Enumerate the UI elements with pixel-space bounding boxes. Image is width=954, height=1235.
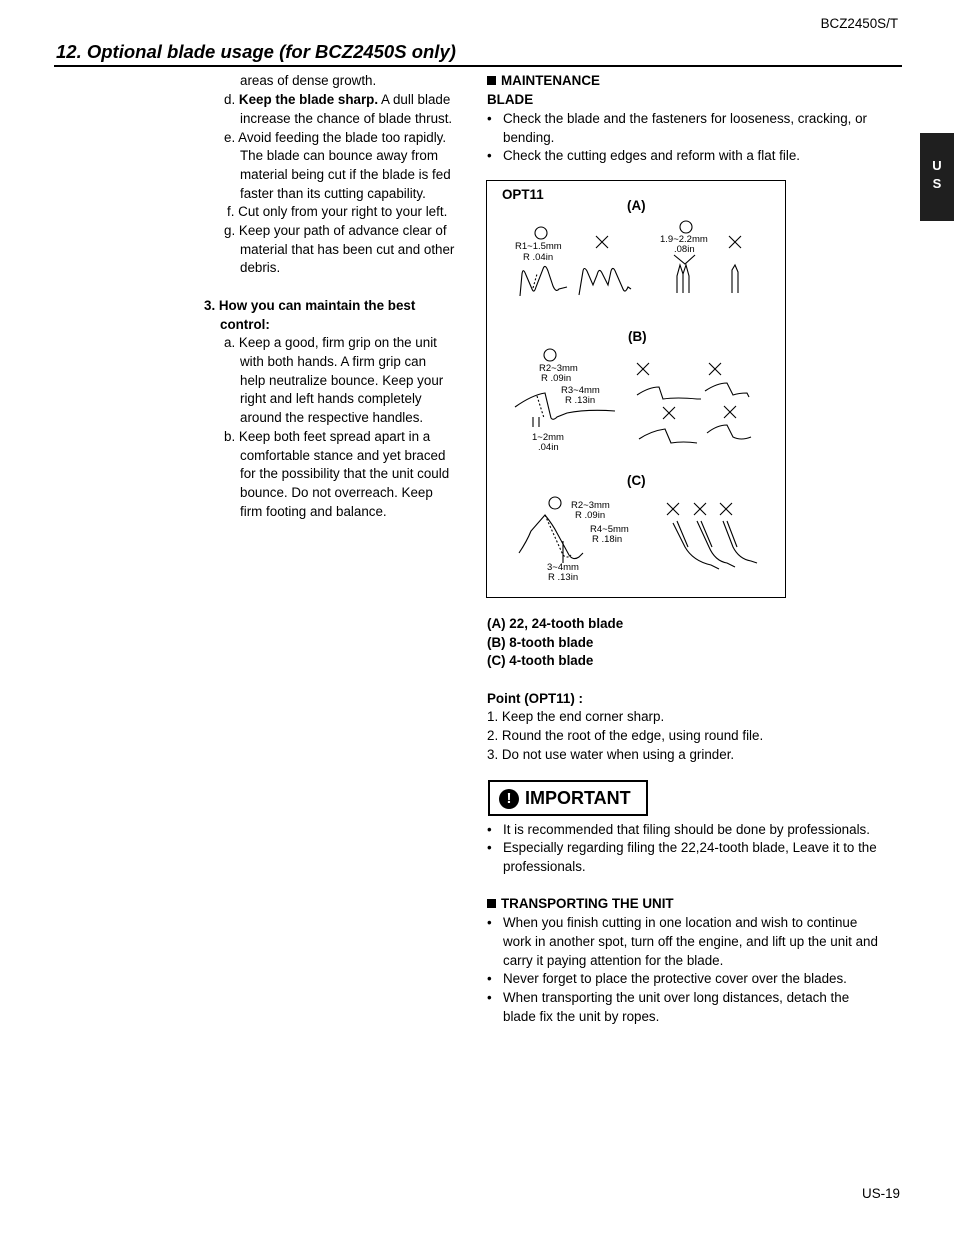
ok-circle-icon	[680, 221, 692, 233]
exclamation-icon: !	[499, 789, 519, 809]
caption-b: (B) 8-tooth blade	[487, 635, 594, 650]
bullet-text: bending.	[503, 130, 555, 145]
text-line: bounce. Do not overreach. Keep	[240, 485, 433, 500]
dim-label: R4~5mm	[590, 524, 629, 535]
dim-label: .04in	[538, 442, 559, 453]
item-marker: d.	[224, 92, 236, 107]
caption-a: (A) 22, 24-tooth blade	[487, 616, 624, 631]
dim-label: R2~3mm	[539, 363, 578, 374]
dim-label: R .18in	[592, 534, 623, 545]
ok-circle-icon	[544, 349, 556, 361]
language-tab-line1: U	[932, 158, 942, 173]
ng-cross-icon	[709, 363, 721, 375]
language-tab	[920, 133, 954, 221]
caption-c: (C) 4-tooth blade	[487, 653, 594, 668]
tooth-tip-good	[677, 265, 683, 293]
bullet-icon: •	[487, 915, 492, 930]
tooth-8-bad	[637, 387, 701, 399]
important-label: IMPORTANT	[525, 788, 631, 808]
figure-code: OPT11	[502, 187, 544, 202]
ng-cross-icon	[637, 363, 649, 375]
page-number: US-19	[862, 1186, 900, 1201]
bullet-icon: •	[487, 148, 492, 163]
ng-cross-icon	[596, 236, 608, 248]
dim-label: R .09in	[575, 510, 606, 521]
bullet-text: Check the blade and the fasteners for looseness, cracking, or	[503, 111, 867, 126]
text-line: debris.	[240, 260, 281, 275]
dim-label: 3~4mm	[547, 562, 579, 573]
bullet-icon: •	[487, 971, 492, 986]
item-b: b. Keep both feet spread apart in a	[224, 429, 431, 444]
item-e: e. Avoid feeding the blade too rapidly.	[224, 130, 447, 145]
text-line: material that has been cut and other	[240, 242, 455, 257]
bullet-text: Especially regarding filing the 22,24-tooth blade, Leave it to the	[503, 840, 877, 855]
language-tab-line2: S	[932, 176, 942, 191]
blade-sharpening-figure	[486, 180, 786, 598]
dim-label: R1~1.5mm	[515, 241, 562, 252]
point-item: 3. Do not use water when using a grinder.	[487, 747, 735, 762]
transport-heading	[487, 895, 674, 914]
bullet-text: work in another spot, turn off the engine, and lift up the unit and	[503, 934, 878, 949]
ng-cross-icon	[729, 236, 741, 248]
maintenance-heading-text: MAINTENANCE	[501, 73, 600, 88]
section-title: 12. Optional blade usage (for BCZ2450S only)	[56, 41, 456, 62]
bullet-text: When transporting the unit over long distances, detach the	[503, 990, 850, 1005]
ng-cross-icon	[694, 503, 706, 515]
point-item: 2. Round the root of the edge, using round file.	[487, 728, 764, 743]
bullet-text: Check the cutting edges and reform with a flat file.	[503, 148, 800, 163]
transport-heading-text: TRANSPORTING THE UNIT	[501, 896, 674, 911]
ok-circle-icon	[535, 227, 547, 239]
dim-label: R .09in	[541, 373, 572, 384]
model-number: BCZ2450S/T	[820, 16, 898, 31]
item-d	[224, 91, 450, 110]
title-rule	[54, 65, 902, 67]
dim-label: R .13in	[565, 395, 596, 406]
bullet-text: blade fix the unit by ropes.	[503, 1009, 660, 1024]
ng-cross-icon	[667, 503, 679, 515]
bullet-text: professionals.	[503, 859, 586, 874]
figure-label-b: (B)	[628, 329, 647, 344]
bullet-text: carry it paying attention for the blade.	[503, 953, 724, 968]
figure-label-a: (A)	[627, 198, 646, 213]
bullet-icon: •	[487, 990, 492, 1005]
ng-cross-icon	[663, 407, 675, 419]
dim-label: .08in	[674, 244, 695, 255]
tooth-tip-bad	[732, 265, 738, 293]
bullet-icon: •	[487, 822, 492, 837]
tooth-profile-bad	[579, 268, 631, 295]
item-f: f. Cut only from your right to your left.	[227, 204, 448, 219]
bullet-text: Never forget to place the protective cover over the blades.	[503, 971, 847, 986]
ok-circle-icon	[549, 497, 561, 509]
item-d-bold: Keep the blade sharp.	[238, 92, 379, 107]
blade-heading: BLADE	[487, 92, 534, 107]
bullet-icon: •	[487, 111, 492, 126]
text-line: material being cut if the blade is fed	[240, 167, 451, 182]
item-d-rest: A dull blade	[378, 92, 451, 107]
dim-label: 1.9~2.2mm	[660, 234, 708, 245]
bullet-text: When you finish cutting in one location and wish to continue	[503, 915, 858, 930]
text-line: for the possibility that the unit could	[240, 466, 450, 481]
text-line: firm footing and balance.	[240, 504, 387, 519]
tooth-profile-good	[520, 266, 567, 296]
text-line: right and left hands completely	[240, 391, 422, 406]
item-g: g. Keep your path of advance clear of	[224, 223, 447, 238]
square-bullet-icon	[487, 76, 496, 85]
dim-label: R3~4mm	[561, 385, 600, 396]
bullet-icon: •	[487, 840, 492, 855]
dim-label: R2~3mm	[571, 500, 610, 511]
important-box	[488, 780, 648, 816]
square-bullet-icon	[487, 899, 496, 908]
dim-label: 1~2mm	[532, 432, 564, 443]
text-line: help neutralize bounce. Keep your	[240, 373, 444, 388]
ng-cross-icon	[720, 503, 732, 515]
subheading-control: 3. How you can maintain the best	[204, 298, 416, 313]
item-a: a. Keep a good, firm grip on the unit	[224, 335, 437, 350]
text-line: around the respective handles.	[240, 410, 424, 425]
figure-label-c: (C)	[627, 473, 646, 488]
point-heading: Point (OPT11) :	[487, 691, 583, 706]
text-line: comfortable stance and yet braced	[240, 448, 446, 463]
text-line: increase the chance of blade thrust.	[240, 111, 453, 126]
text-line: with both hands. A firm grip can	[240, 354, 427, 369]
dim-label: R .04in	[523, 252, 554, 263]
text-line: faster than its cutting capability.	[240, 186, 426, 201]
maintenance-heading	[487, 72, 600, 91]
point-item: 1. Keep the end corner sharp.	[487, 709, 665, 724]
text-line: The blade can bounce away from	[240, 148, 439, 163]
tooth-4-good	[519, 515, 583, 559]
subheading-control-cont: control:	[220, 317, 270, 332]
text-line: areas of dense growth.	[240, 73, 377, 88]
dim-label: R .13in	[548, 572, 579, 583]
bullet-text: It is recommended that filing should be done by professionals.	[503, 822, 870, 837]
ng-cross-icon	[724, 406, 736, 418]
